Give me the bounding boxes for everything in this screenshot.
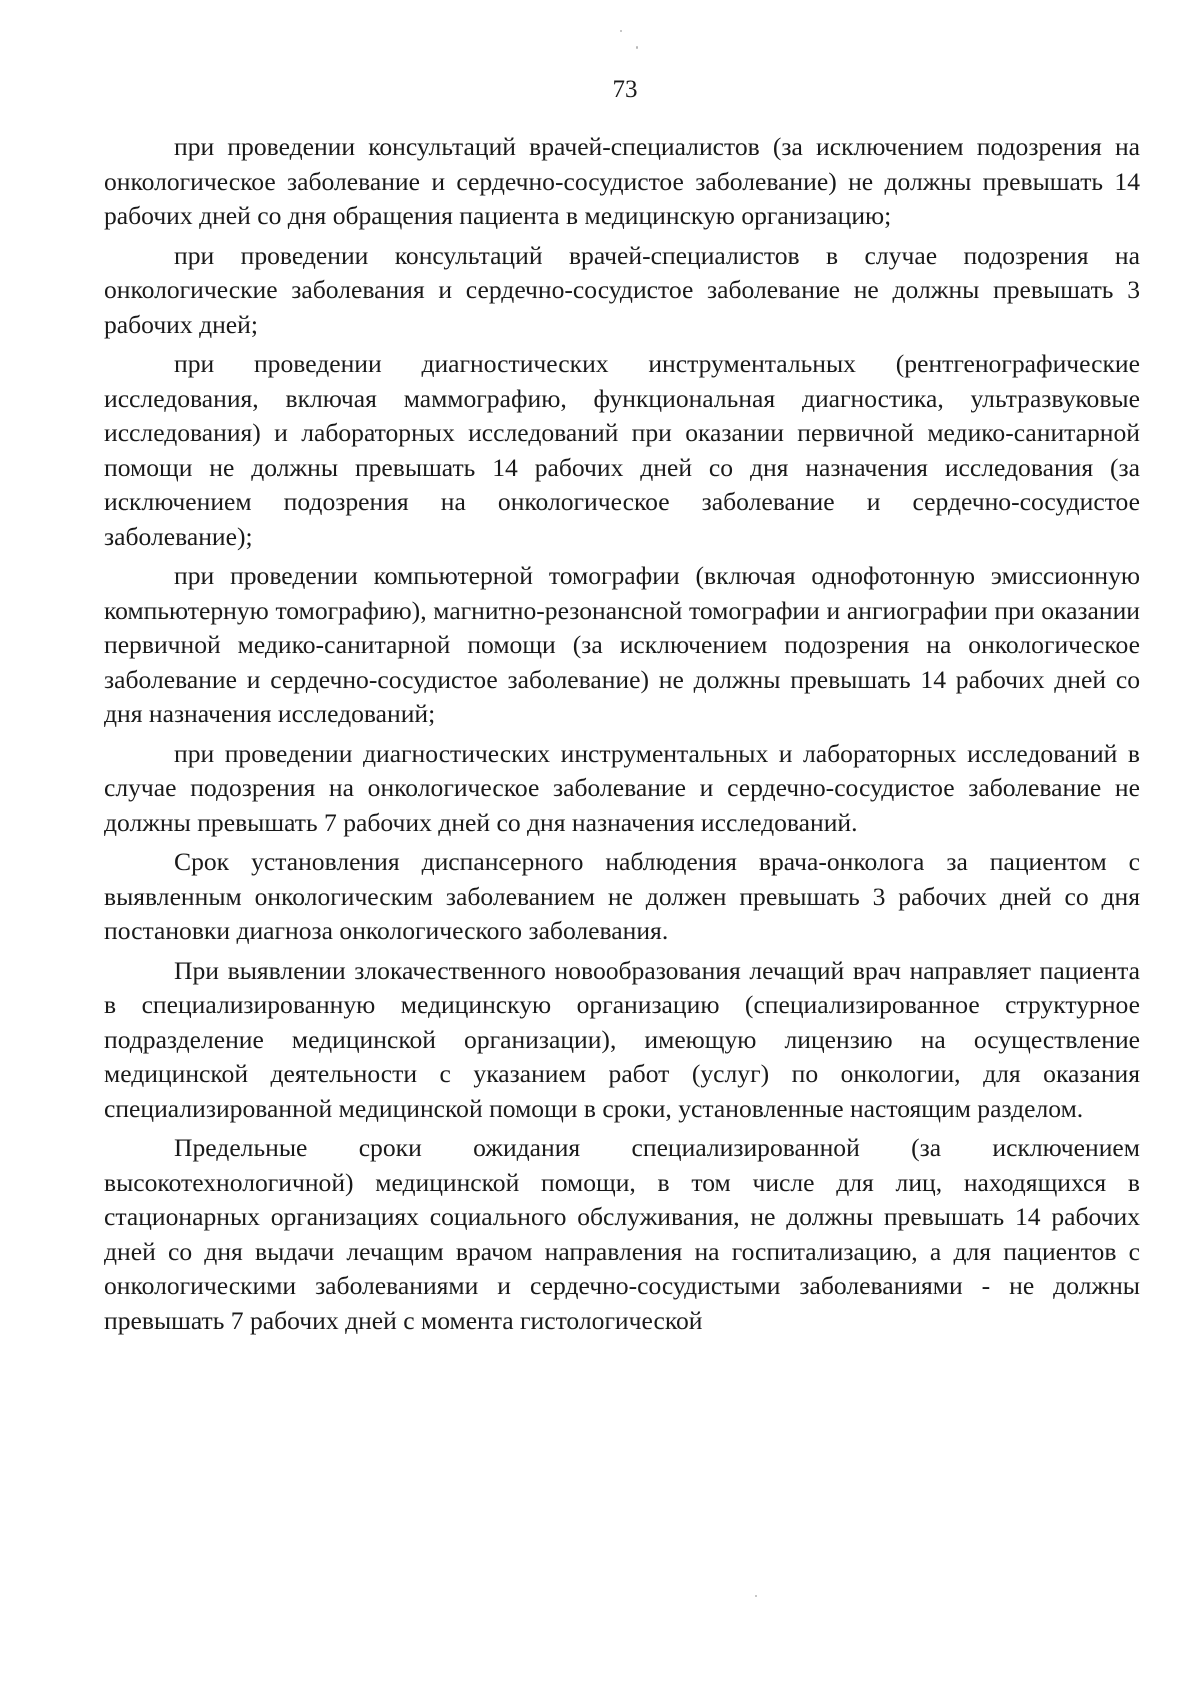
scan-speck	[620, 30, 622, 32]
paragraph-consultations: при проведении консультаций врачей-специалистов (за исключением подозрения на онкологическое заболевание и сердечно-сосудистое заболевание) не должны превышать 14 рабочих дней со дня обращения пациента в медицинскую организацию;	[104, 132, 1140, 230]
paragraph-specialized-care-limits: Предельные сроки ожидания специализированной (за исключением высокотехнологичной) медицинской помощи, в том числе для лиц, находящихся в стационарных организациях социального обслуживания, не должны превышать 14 рабочих дней со дня выдачи лечащим врачом направления на госпитализацию, а для пациентов с онкологическими заболеваниями и сердечно-сосудистыми заболеваниями - не должны превышать 7 рабочих дней с момента гистологической	[104, 1133, 1140, 1335]
paragraph-dispensary-observation: Срок установления диспансерного наблюдения врача-онколога за пациентом с выявленным онкологическим заболеванием не должен превышать 3 рабочих дней со дня постановки диагноза онкологического заболевания.	[104, 847, 1140, 945]
paragraph-consultations-suspected: при проведении консультаций врачей-специалистов в случае подозрения на онкологические заболевания и сердечно-сосудистое заболевание не должны превышать 3 рабочих дней;	[104, 240, 1140, 339]
paragraph-diagnostic-tests: при проведении диагностических инструментальных (рентгенографические исследования, включая маммографию, функциональная диагностика, ультразвуковые исследования) и лабораторных исследований при оказании первичной медико-санитарной помощи не должны превышать 14 рабочих дней со дня назначения исследования (за исключением подозрения на онкологическое заболевание и сердечно-сосудистое заболевание);	[104, 349, 1140, 551]
scan-speck	[755, 1595, 757, 1597]
scan-speck	[636, 46, 638, 49]
document-body	[104, 130, 1140, 1338]
paragraph-tomography: при проведении компьютерной томографии (включая однофотонную эмиссионную компьютерную томографию), магнитно-резонансной томографии и ангиографии при оказании первичной медико-санитарной помощи (за исключением подозрения на онкологическое заболевание и сердечно-сосудистое заболевание) не должны превышать 14 рабочих дней со дня назначения исследований;	[104, 561, 1140, 728]
page-number: 73	[612, 76, 638, 103]
paragraph-diagnostic-suspected: при проведении диагностических инструментальных и лабораторных исследований в случае подозрения на онкологическое заболевание и сердечно-сосудистое заболевание не должны превышать 7 рабочих дней со дня назначения исследований.	[104, 738, 1140, 837]
paragraph-referral: При выявлении злокачественного новообразования лечащий врач направляет пациента в специализированную медицинскую организацию (специализированное структурное подразделение медицинской организации), имеющую лицензию на осуществление медицинской деятельности с указанием работ (услуг) по онкологии, для оказания специализированной медицинской помощи в сроки, установленные настоящим разделом.	[104, 955, 1140, 1123]
